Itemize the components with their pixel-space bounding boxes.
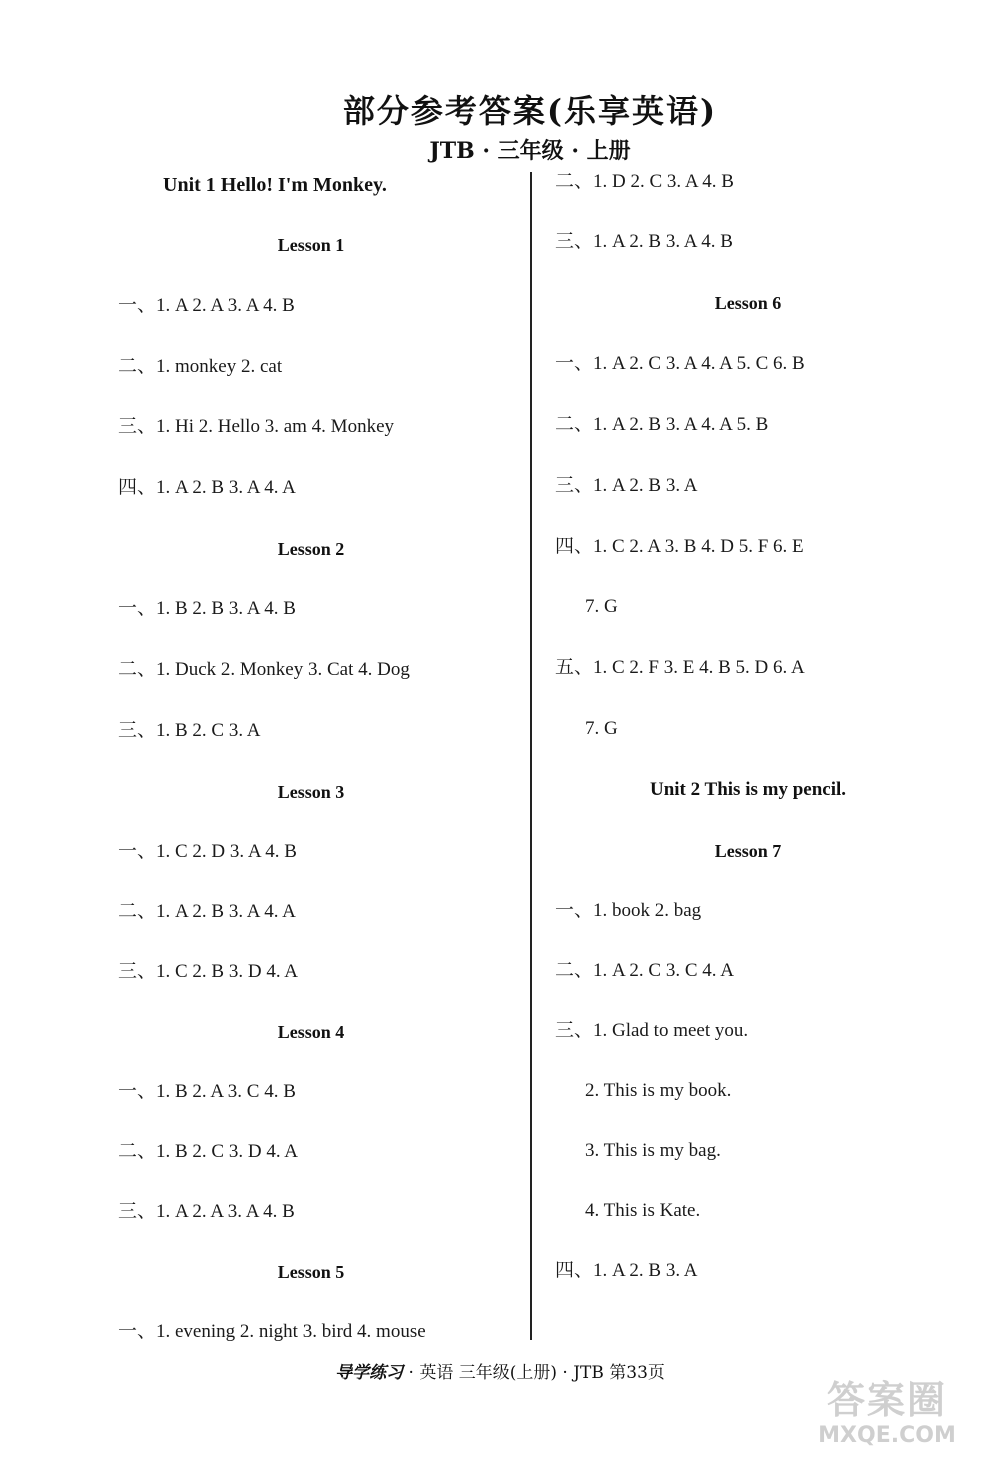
lesson-2-heading: Lesson 2 [277, 539, 345, 559]
right-column [533, 0, 1000, 1463]
answer-line: 一、1. B 2. A 3. C 4. B [118, 1081, 296, 1102]
answer-line: 一、1. evening 2. night 3. bird 4. mouse [118, 1321, 426, 1342]
answer-line: 一、1. A 2. C 3. A 4. A 5. C 6. B [555, 353, 805, 374]
answer-line: 三、1. A 2. A 3. A 4. B [118, 1201, 295, 1222]
answer-line: 三、1. C 2. B 3. D 4. A [118, 961, 298, 982]
answer-line: 四、1. C 2. A 3. B 4. D 5. F 6. E [555, 536, 804, 557]
answer-line: 二、1. A 2. B 3. A 4. A 5. B [555, 414, 769, 435]
watermark-logo [792, 1377, 982, 1449]
watermark-url: MXQE.COM [818, 1423, 956, 1448]
answer-line: 二、1. A 2. B 3. A 4. A [118, 901, 296, 922]
lesson-4-heading: Lesson 4 [277, 1022, 345, 1042]
footer-info: · 英语 三年级(上册) · JTB 第33页 [403, 1363, 665, 1383]
answer-line: 一、1. B 2. B 3. A 4. B [118, 598, 296, 619]
answer-line: 二、1. D 2. C 3. A 4. B [555, 171, 734, 192]
answer-line: 一、1. book 2. bag [555, 900, 702, 921]
answer-line: 2. This is my book. [585, 1080, 732, 1101]
footer-brand: 导学练习 [335, 1363, 404, 1383]
answer-line: 三、1. B 2. C 3. A [118, 720, 261, 741]
answer-line: 二、1. A 2. C 3. C 4. A [555, 960, 734, 981]
page-title: 部分参考答案(乐享英语) [342, 92, 718, 130]
lesson-3-heading: Lesson 3 [277, 782, 345, 802]
answer-line: 四、1. A 2. B 3. A [555, 1260, 698, 1281]
lesson-5-heading: Lesson 5 [277, 1262, 345, 1282]
answer-line: 三、1. A 2. B 3. A [555, 475, 698, 496]
answer-line: 二、1. B 2. C 3. D 4. A [118, 1141, 298, 1162]
answer-line: 3. This is my bag. [585, 1140, 721, 1161]
answer-line: 三、1. A 2. B 3. A 4. B [555, 231, 733, 252]
lesson-6-heading: Lesson 6 [714, 293, 782, 313]
answer-line: 四、1. A 2. B 3. A 4. A [118, 477, 296, 498]
lesson-7-heading: Lesson 7 [714, 841, 782, 861]
answer-line: 7. G [585, 596, 618, 617]
answer-line: 二、1. Duck 2. Monkey 3. Cat 4. Dog [118, 659, 410, 680]
answer-line: 五、1. C 2. F 3. E 4. B 5. D 6. A [555, 657, 805, 678]
answer-line: 三、1. Hi 2. Hello 3. am 4. Monkey [118, 416, 395, 437]
unit-1-title: Unit 1 Hello! I'm Monkey. [163, 174, 387, 196]
answer-line: 二、1. monkey 2. cat [118, 356, 283, 377]
answer-line: 7. G [585, 718, 618, 739]
answer-line: 一、1. A 2. A 3. A 4. B [118, 295, 295, 316]
answer-line: 一、1. C 2. D 3. A 4. B [118, 841, 297, 862]
answer-line: 三、1. Glad to meet you. [555, 1020, 749, 1041]
watermark-logo-text: 答案圈 [826, 1378, 947, 1422]
answer-line: 4. This is Kate. [585, 1200, 701, 1221]
lesson-1-heading: Lesson 1 [277, 235, 345, 255]
column-divider [530, 172, 532, 1340]
unit-2-title: Unit 2 This is my pencil. [649, 779, 847, 800]
page-subtitle: JTB · 三年级 · 上册 [429, 138, 631, 164]
